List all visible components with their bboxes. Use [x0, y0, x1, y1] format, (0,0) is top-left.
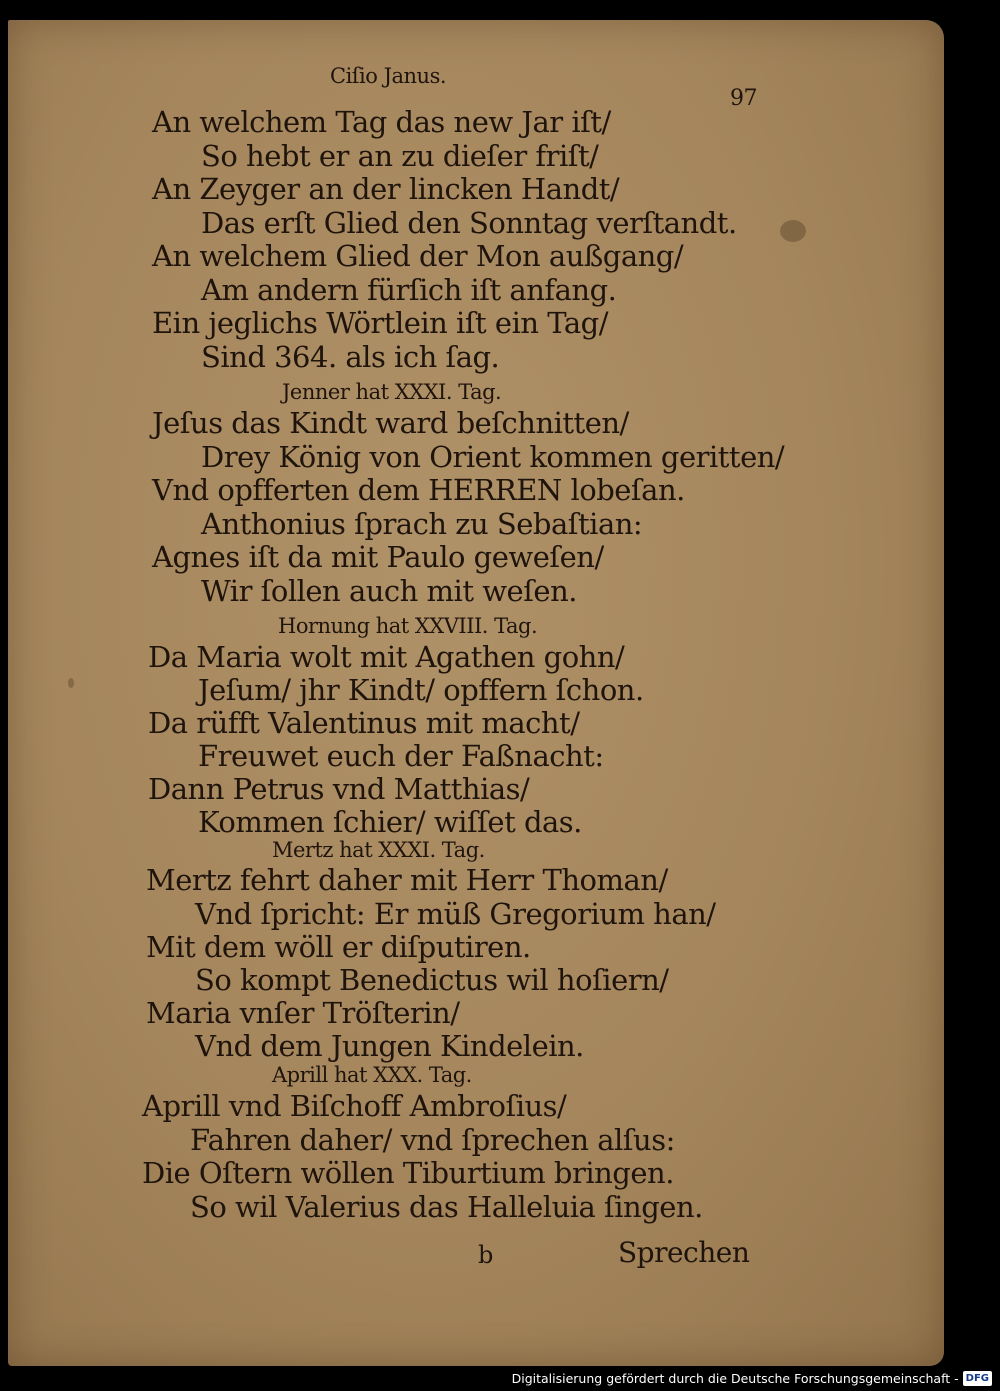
page-stain [68, 678, 74, 688]
verse-line: Dann Petrus vnd Matthias/ [148, 772, 530, 806]
verse-line: Kommen ſchier/ wiſſet das. [198, 805, 582, 839]
verse-line: Da Maria wolt mit Agathen gohn/ [148, 640, 625, 674]
verse-line: Jeſum/ jhr Kindt/ opffern ſchon. [198, 673, 644, 707]
section-heading: Hornung hat XXVIII. Tag. [278, 614, 538, 638]
verse-line: Sind 364. als ich ſag. [201, 340, 500, 374]
verse-line: Vnd ſpricht: Er müß Gregorium han/ [195, 897, 716, 931]
section-heading: Mertz hat XXXI. Tag. [272, 838, 485, 862]
funding-footer [512, 1369, 992, 1387]
verse-line: Anthonius ſprach zu Sebaſtian: [201, 507, 643, 541]
folio-number: 97 [730, 86, 757, 111]
verse-line: An welchem Glied der Mon außgang/ [152, 239, 684, 273]
signature-mark: b [478, 1241, 493, 1269]
book-page [8, 20, 944, 1366]
footer-text: Digitalisierung gefördert durch die Deutsche Forschungsgemeinschaft - [511, 1370, 959, 1386]
verse-line: Wir ſollen auch mit weſen. [201, 574, 577, 608]
section-heading: Aprill hat XXX. Tag. [272, 1063, 472, 1087]
catchword: Sprechen [618, 1236, 750, 1269]
verse-line: Da rüfft Valentinus mit macht/ [148, 706, 580, 740]
verse-line: Agnes iſt da mit Paulo geweſen/ [152, 540, 604, 574]
verse-line: Freuwet euch der Faßnacht: [198, 739, 604, 773]
verse-line: Jeſus das Kindt ward beſchnitten/ [152, 406, 629, 440]
verse-line: Mit dem wöll er diſputiren. [146, 930, 531, 964]
verse-line: Mertz fehrt daher mit Herr Thoman/ [146, 863, 668, 897]
verse-line: So wil Valerius das Halleluia ſingen. [190, 1190, 703, 1224]
verse-line: Das erſt Glied den Sonntag verſtandt. [201, 206, 737, 240]
verse-line: An Zeyger an der lincken Handt/ [152, 172, 620, 206]
verse-line: So kompt Benedictus wil hoſiern/ [195, 963, 669, 997]
verse-line: Fahren daher/ vnd ſprechen alſus: [190, 1123, 675, 1157]
verse-line: An welchem Tag das new Jar iſt/ [152, 105, 611, 139]
section-heading: Jenner hat XXXI. Tag. [282, 380, 502, 404]
verse-line: Vnd opfferten dem HERREN lobeſan. [152, 473, 685, 507]
page-stain [780, 220, 806, 242]
verse-line: Ein jeglichs Wörtlein iſt ein Tag/ [152, 306, 608, 340]
verse-line: Vnd dem Jungen Kindelein. [195, 1029, 584, 1063]
verse-line: Drey König von Orient kommen geritten/ [201, 440, 785, 474]
dfg-logo-icon: DFG [963, 1371, 992, 1386]
verse-line: Am andern fürſich iſt anfang. [201, 273, 617, 307]
page-heading: Ciſio Janus. [330, 64, 447, 88]
verse-line: So hebt er an zu dieſer friſt/ [201, 139, 599, 173]
verse-line: Maria vnſer Tröſterin/ [146, 996, 460, 1030]
verse-line: Die Oſtern wöllen Tiburtium bringen. [142, 1156, 674, 1190]
verse-line: Aprill vnd Biſchoff Ambroſius/ [142, 1089, 567, 1123]
